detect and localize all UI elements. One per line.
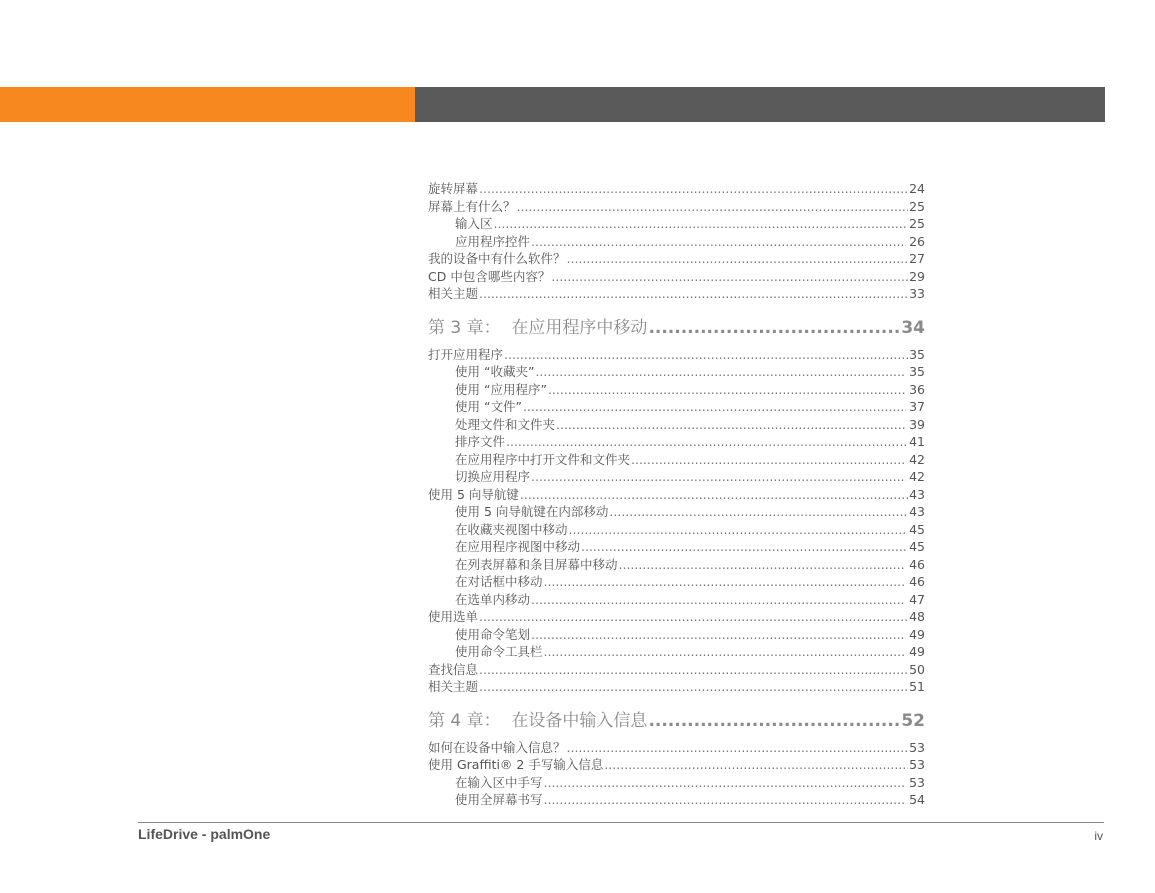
toc-entry[interactable] [428, 268, 925, 286]
toc-entry[interactable] [428, 774, 925, 792]
table-of-contents [428, 180, 925, 809]
toc-entry[interactable] [428, 416, 925, 434]
toc-entry-title: 相关主题 [428, 679, 479, 694]
footer-divider [138, 822, 1104, 823]
toc-entry-page: 36 [909, 381, 925, 397]
dot-leader [604, 756, 908, 774]
dot-leader [581, 538, 906, 556]
toc-entry[interactable] [428, 538, 925, 556]
dot-leader [551, 268, 908, 286]
chapter-3-heading[interactable] [428, 317, 925, 339]
toc-entry-title: 使用命令笔划 [455, 626, 531, 642]
toc-group-b [428, 346, 925, 696]
toc-entry-page: 51 [909, 679, 925, 694]
toc-entry-page: 24 [909, 181, 925, 196]
toc-entry[interactable] [428, 346, 925, 364]
toc-entry-title: 相关主题 [428, 286, 479, 301]
toc-entry[interactable] [428, 739, 925, 757]
chapter-3-page: 34 [901, 317, 925, 338]
toc-entry-page: 25 [909, 216, 925, 231]
toc-entry[interactable] [428, 285, 925, 303]
toc-entry[interactable] [428, 198, 925, 216]
toc-entry[interactable] [428, 608, 925, 626]
dot-leader [531, 591, 906, 609]
dot-leader [523, 398, 906, 416]
toc-entry-page: 42 [909, 451, 925, 467]
toc-entry[interactable] [428, 486, 925, 504]
toc-entry-title: 旋转屏幕 [428, 181, 479, 196]
header-band [415, 87, 1105, 122]
dot-leader [517, 198, 909, 216]
toc-entry-page: 29 [909, 268, 925, 284]
toc-entry[interactable] [428, 468, 925, 486]
toc-entry-title: 在列表屏幕和条目屏幕中移动 [455, 556, 618, 572]
toc-entry-page: 49 [909, 626, 925, 642]
dot-leader [619, 556, 906, 574]
toc-entry-page: 49 [909, 644, 925, 659]
toc-entry-title: 打开应用程序 [428, 346, 504, 362]
chapter-3-title [428, 317, 647, 339]
dot-leader [544, 791, 906, 809]
toc-entry[interactable] [428, 573, 925, 591]
toc-entry-title: 在选单内移动 [455, 591, 531, 607]
toc-entry-page: 45 [909, 539, 925, 554]
toc-entry[interactable] [428, 556, 925, 574]
toc-entry-title: 如何在设备中输入信息？ [428, 739, 566, 755]
toc-entry[interactable] [428, 250, 925, 268]
dot-leader [648, 710, 900, 732]
toc-entry-page: 43 [909, 486, 925, 502]
dot-leader [479, 180, 908, 198]
toc-entry[interactable] [428, 643, 925, 661]
chapter-4-heading[interactable] [428, 710, 925, 732]
dot-leader [556, 416, 906, 434]
toc-entry-title: 输入区 [455, 216, 493, 231]
dot-leader [544, 643, 906, 661]
toc-entry-page: 26 [909, 233, 925, 249]
footer-title: LifeDrive - palmOne [138, 826, 271, 842]
toc-entry-page: 53 [909, 774, 925, 790]
toc-entry-page: 46 [909, 574, 925, 589]
toc-entry-page: 35 [909, 364, 925, 379]
toc-entry[interactable] [428, 756, 925, 774]
toc-entry-page: 37 [909, 399, 925, 414]
chapter-3-label: 第 3 章： [428, 317, 501, 338]
toc-entry-page: 48 [909, 609, 925, 624]
dot-leader [479, 608, 908, 626]
dot-leader [548, 381, 906, 399]
dot-leader [648, 317, 900, 339]
dot-leader [544, 573, 906, 591]
toc-entry-title: 在应用程序中打开文件和文件夹 [455, 451, 631, 467]
toc-entry[interactable] [428, 215, 925, 233]
toc-entry[interactable] [428, 591, 925, 609]
dot-leader [531, 233, 906, 251]
toc-entry-page: 41 [909, 434, 925, 449]
toc-entry-title: 我的设备中有什么软件？ [428, 251, 566, 266]
toc-entry-page: 53 [909, 739, 925, 755]
toc-entry[interactable] [428, 626, 925, 644]
toc-entry-page: 53 [909, 757, 925, 772]
toc-entry-title: 排序文件 [455, 434, 506, 449]
dot-leader [479, 678, 908, 696]
toc-entry-title: 切换应用程序 [455, 469, 531, 484]
toc-entry-title: 使用 5 向导航键在内部移动 [455, 504, 609, 519]
toc-entry-title: 处理文件和文件夹 [455, 416, 556, 432]
toc-entry-page: 35 [909, 346, 925, 362]
dot-leader [569, 521, 906, 539]
footer-page-number: iv [1094, 829, 1103, 843]
toc-entry[interactable] [428, 381, 925, 399]
dot-leader [504, 346, 908, 364]
chapter-4-title [428, 710, 647, 732]
toc-entry[interactable] [428, 661, 925, 679]
toc-group-c [428, 739, 925, 809]
toc-entry[interactable] [428, 503, 925, 521]
toc-entry[interactable] [428, 791, 925, 809]
toc-entry-title: 在输入区中手写 [455, 774, 543, 790]
dot-leader [535, 363, 906, 381]
toc-entry-page: 27 [909, 251, 925, 266]
toc-entry-page: 45 [909, 521, 925, 537]
dot-leader [531, 626, 906, 644]
chapter-3-name: 在应用程序中移动 [511, 317, 648, 338]
dot-leader [520, 486, 908, 504]
chapter-4-label: 第 4 章： [428, 710, 501, 731]
toc-entry-title: 在对话框中移动 [455, 574, 543, 589]
dot-leader [479, 661, 908, 679]
toc-entry[interactable] [428, 180, 925, 198]
toc-entry-title: 使用命令工具栏 [455, 644, 543, 659]
toc-group-a [428, 180, 925, 303]
dot-leader [494, 215, 906, 233]
toc-entry[interactable] [428, 398, 925, 416]
toc-entry-page: 33 [909, 286, 925, 301]
toc-entry-page: 42 [909, 469, 925, 484]
dot-leader [506, 433, 906, 451]
toc-entry-page: 39 [909, 416, 925, 432]
toc-entry-page: 50 [909, 661, 925, 677]
toc-entry-title: CD 中包含哪些内容？ [428, 268, 551, 284]
toc-entry[interactable] [428, 678, 925, 696]
toc-entry[interactable] [428, 451, 925, 469]
dot-leader [609, 503, 906, 521]
toc-entry-title: 在收藏夹视图中移动 [455, 521, 568, 537]
dot-leader [479, 285, 908, 303]
dot-leader [567, 250, 909, 268]
toc-entry[interactable] [428, 363, 925, 381]
toc-entry-page: 46 [909, 556, 925, 572]
dot-leader [567, 739, 909, 757]
dot-leader [544, 774, 906, 792]
toc-entry-title: 使用 5 向导航键 [428, 486, 519, 502]
toc-entry-page: 43 [909, 504, 925, 519]
toc-entry-page: 25 [909, 198, 925, 214]
toc-entry-title: 使用 “收藏夹” [455, 364, 535, 379]
dot-leader [531, 468, 906, 486]
toc-entry-title: 使用 “应用程序” [455, 381, 547, 397]
chapter-4-name: 在设备中输入信息 [511, 710, 648, 731]
toc-entry-page: 47 [909, 591, 925, 607]
dot-leader [631, 451, 906, 469]
toc-entry-title: 查找信息 [428, 661, 479, 677]
chapter-4-page: 52 [901, 710, 925, 731]
toc-entry-page: 54 [909, 792, 925, 807]
toc-entry-title: 屏幕上有什么？ [428, 198, 516, 214]
toc-entry-title: 使用选单 [428, 609, 479, 624]
toc-entry-title: 使用全屏幕书写 [455, 792, 543, 807]
toc-entry[interactable] [428, 233, 925, 251]
toc-entry[interactable] [428, 433, 925, 451]
toc-entry-title: 使用 Graffiti® 2 手写输入信息 [428, 757, 604, 772]
header-accent-bar [0, 87, 415, 122]
toc-entry-title: 应用程序控件 [455, 233, 531, 249]
toc-entry-title: 在应用程序视图中移动 [455, 539, 581, 554]
toc-entry[interactable] [428, 521, 925, 539]
toc-entry-title: 使用 “文件” [455, 399, 522, 414]
